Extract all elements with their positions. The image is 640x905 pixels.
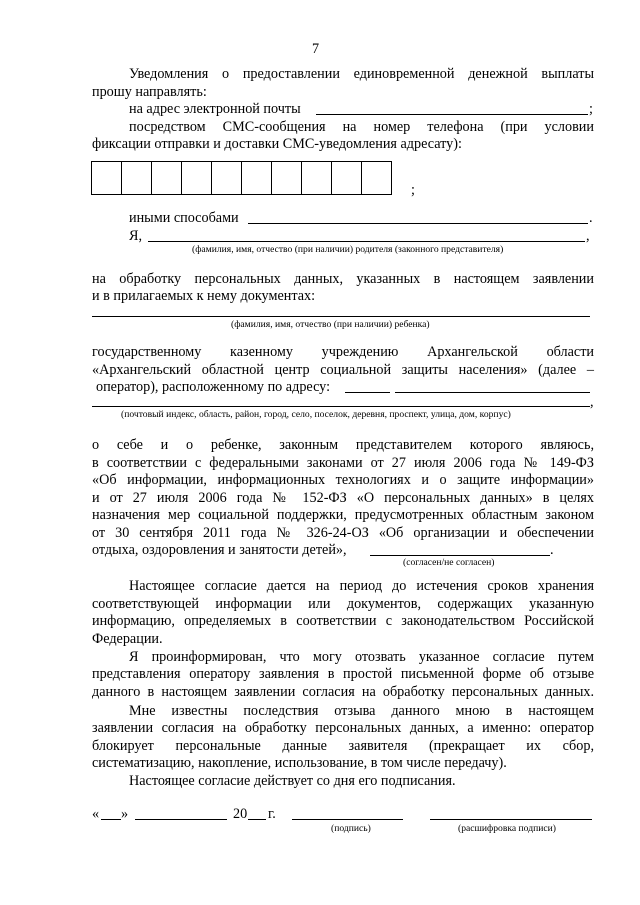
child-caption: (фамилия, имя, отчество (при наличии) ребенка) [231,319,430,330]
processing-line-2: и в прилагаемых к нему документах: [92,288,316,304]
address-field-part-1[interactable] [345,392,390,393]
term-line: соответствующей информации или документов, содержащих указанную [92,596,594,612]
known-line: Мне известны последствия отзыва данного мною в настоящем [129,703,594,719]
legal-line: о себе и о ребенке, законным представителем которого являюсь, [92,437,594,453]
legal-line: от 30 сентября 2011 года № 326-24-ОЗ «Об организации и обеспечении [92,525,594,541]
operator-line-3: оператор), расположенному по адресу: [96,379,331,395]
consent-field[interactable] [370,555,550,556]
signature-decode-field[interactable] [430,819,592,820]
known-line: блокирует персональные данные заявителя (прекращает их сбор, [92,738,594,754]
i-end: , [586,228,590,244]
known-last-line: систематизацию, накопление, использование, в том числе передачу). [92,755,507,771]
revoke-line: представления оператору заявления в простой письменной форме об отзыве [92,666,594,682]
notifications-line-2: прошу направлять: [92,84,207,100]
legal-last-end: . [550,542,554,558]
phone-cell[interactable] [181,161,212,195]
legal-last-line: отдыха, оздоровления и занятости детей», [92,542,347,558]
effective-line: Настоящее согласие действует со дня его подписания. [129,773,456,789]
i-label: Я, [129,228,143,244]
date-year-suffix: г. [268,806,276,822]
phone-cell[interactable] [211,161,242,195]
term-last-line: Федерации. [92,631,163,647]
email-label: на адрес электронной почты [129,101,301,117]
revoke-line: Я проинформирован, что могу отозвать указанное согласие путем [129,649,594,665]
signature-field[interactable] [292,819,403,820]
address-end: , [590,394,594,410]
address-field-part-2[interactable] [395,392,590,393]
phone-cell[interactable] [91,161,122,195]
consent-caption: (согласен/не согласен) [403,557,495,568]
phone-cell[interactable] [331,161,362,195]
processing-line-1: на обработку персональных данных, указанных в настоящем заявлении [92,271,594,287]
other-ways-end: . [589,210,593,226]
phone-cell[interactable] [151,161,182,195]
legal-line: в соответствии с федеральными законами от 27 июля 2006 года № 149-ФЗ [92,455,594,471]
legal-line: назначения мер социальной поддержки, предусмотренных областным законом [92,507,594,523]
signature-caption: (подпись) [331,823,371,834]
date-month-field[interactable] [135,819,227,820]
parent-caption: (фамилия, имя, отчество (при наличии) родителя (законного представителя) [192,244,504,255]
legal-line: «Об информации, информационных технологиях и о защите информации» [92,472,594,488]
phone-cell[interactable] [301,161,332,195]
email-end: ; [589,101,593,117]
other-ways-field[interactable] [248,223,588,224]
sms-line-1: посредством СМС-сообщения на номер телефона (при условии [129,119,594,135]
phone-cell[interactable] [241,161,272,195]
parent-name-field[interactable] [148,241,585,242]
other-ways-label: иными способами [129,210,239,226]
term-line: информацию, определяемых в соответствии с законодательством Российской [92,613,594,629]
date-year-field[interactable] [248,819,266,820]
phone-end: ; [411,182,415,198]
operator-line-1: государственному казенному учреждению Архангельской области [92,344,594,360]
date-year-prefix: 20 [233,806,248,822]
phone-cell[interactable] [271,161,302,195]
address-field-line-2[interactable] [92,406,590,407]
operator-line-2: «Архангельский областной центр социальной защиты населения» (далее – [92,362,594,378]
signature-decode-caption: (расшифровка подписи) [458,823,556,834]
date-quote-close: » [121,806,129,822]
legal-line: и от 27 июля 2006 года № 152-ФЗ «О персональных данных» в целях [92,490,594,506]
known-line: заявлении согласия на обработку персональных данных, а именно: оператор [92,720,594,736]
phone-number-cells[interactable] [92,161,392,195]
date-quote-open: « [92,806,100,822]
address-caption: (почтовый индекс, область, район, город, село, поселок, деревня, проспект, улица, дом, корпус) [121,409,511,420]
child-name-field[interactable] [92,316,590,317]
email-field[interactable] [316,114,588,115]
page-number: 7 [312,41,320,57]
sms-line-2: фиксации отправки и доставки СМС-уведомления адресату): [92,136,462,152]
phone-cell[interactable] [361,161,392,195]
date-day-field[interactable] [101,819,121,820]
notifications-line-1: Уведомления о предоставлении единовременной денежной выплаты [129,66,594,82]
phone-cell[interactable] [121,161,152,195]
revoke-line: данного в настоящем заявлении согласия на обработку персональных данных. [92,684,594,700]
term-line: Настоящее согласие дается на период до истечения сроков хранения [129,578,594,594]
